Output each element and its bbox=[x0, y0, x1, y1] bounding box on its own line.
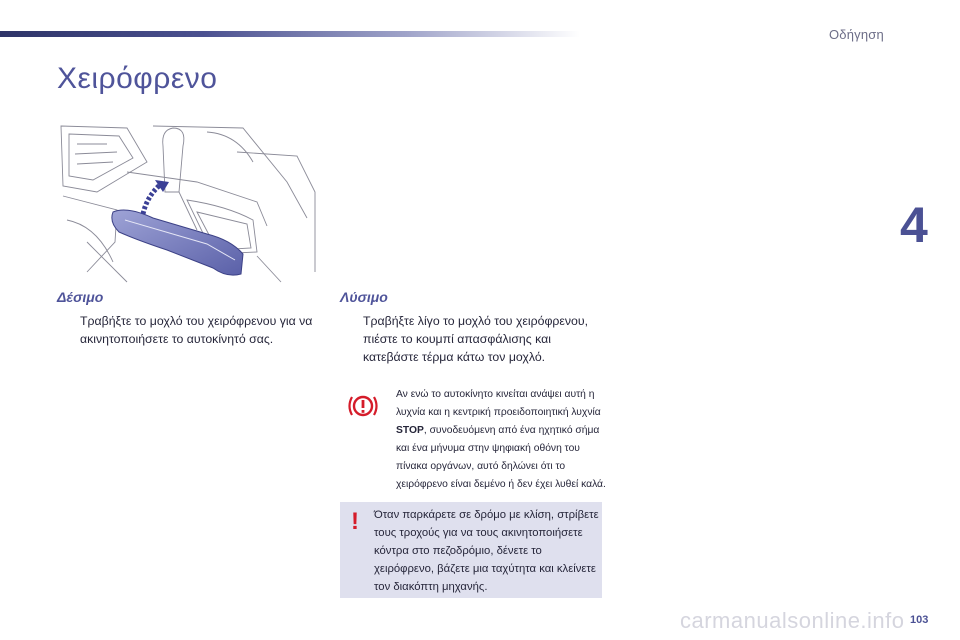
bullet-release-text: Τραβήξτε λίγο το μοχλό του χειρόφρενου, πιέστε το κουμπί απασφάλισης και κατεβάστε τέρμα κάτω τον μοχλό. bbox=[363, 314, 589, 364]
note-text: Όταν παρκάρετε σε δρόμο με κλίση, στρίβετε τους τροχούς για να τους ακινητοποιήσετε κόντρα στο πεζοδρόμιο, δένετε το χειρόφρενο, βάζετε μια ταχύτητα και κλείνετε τον διακόπτη μηχανής. bbox=[374, 509, 599, 593]
warning-text-after: , συνοδευόμενη από ένα ηχητικό σήμα και ένα μήνυμα στην ψηφιακή οθόνη του πίνακα οργάνων, αυτό δηλώνει ότι το χειρόφρενο είναι δεμένο ή δεν έχει λυθεί καλά. bbox=[396, 425, 606, 490]
page-number: 103 bbox=[910, 614, 929, 626]
bullet-engage-text: Τραβήξτε το μοχλό του χειρόφρενου για να ακινητοποιήσετε το αυτοκίνητό σας. bbox=[80, 314, 313, 346]
watermark: carmanualsonline.info bbox=[680, 608, 905, 633]
heading-release: Λύσιμο bbox=[340, 289, 388, 305]
warning-text-before: Αν ενώ το αυτοκίνητο κινείται ανάψει αυτή η λυχνία και η κεντρική προειδοποιητική λυχνία bbox=[396, 389, 601, 418]
stop-word: STOP bbox=[396, 425, 424, 436]
section-name: Οδήγηση bbox=[829, 27, 884, 42]
parking-brake-warning-icon bbox=[346, 393, 380, 419]
page-title: Χειρόφρενο bbox=[57, 62, 218, 95]
warning-text bbox=[396, 386, 606, 494]
chapter-number: 4 bbox=[900, 197, 928, 253]
bullet-release bbox=[340, 312, 608, 366]
bullet-engage bbox=[57, 312, 325, 348]
heading-engage: Δέσιμο bbox=[57, 289, 104, 305]
header-gradient-bar bbox=[0, 31, 580, 37]
exclamation-icon: ! bbox=[351, 508, 359, 535]
handbrake-illustration bbox=[57, 122, 319, 286]
